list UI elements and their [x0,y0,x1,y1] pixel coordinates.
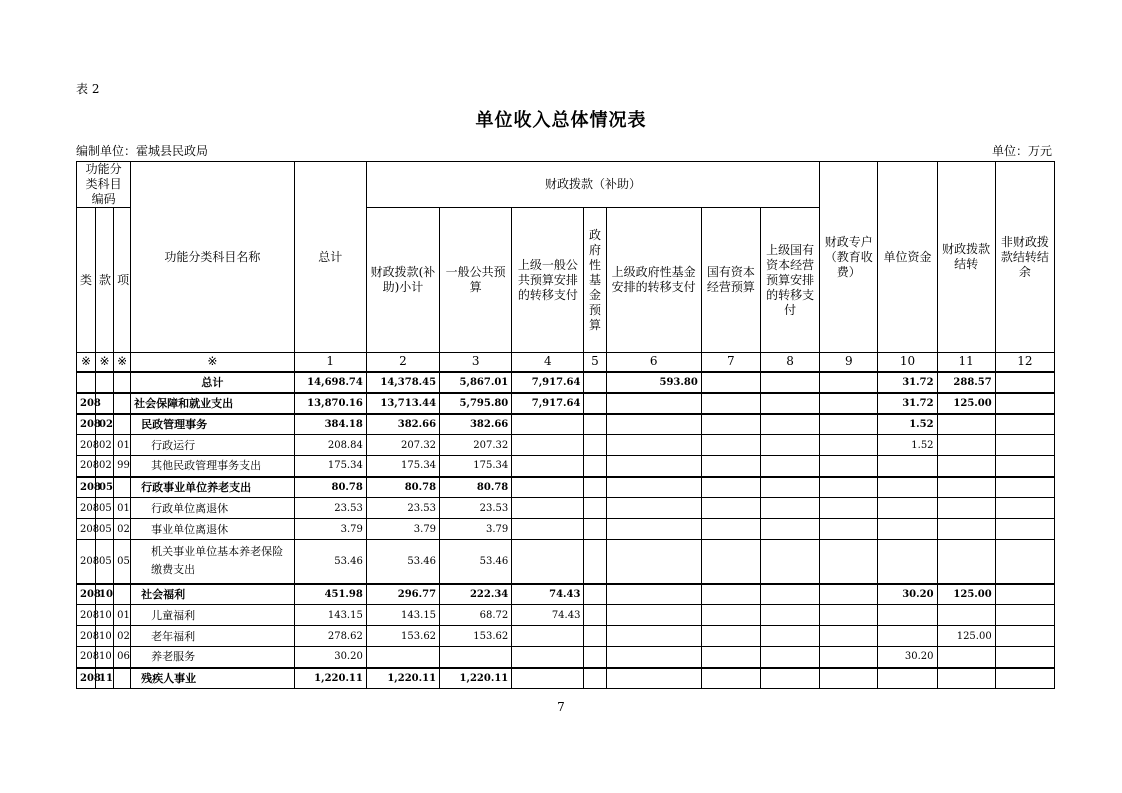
cell-state-cap [701,477,760,498]
cell-xiang: 05 [114,540,131,584]
cell-carryover [937,477,995,498]
cell-upper-state [760,435,819,456]
header-fiscal-carryover: 财政拨款结转 [937,162,995,353]
cell-non-fiscal [995,605,1054,626]
cell-upper-state [760,605,819,626]
cell-total: 80.78 [294,477,366,498]
table-row [77,647,1055,668]
cell-special [820,477,878,498]
cell-gov-fund [584,605,606,626]
cell-name: 行政事业单位养老支出 [131,477,294,498]
index-cell: ※ [131,353,294,372]
cell-general: 23.53 [440,498,512,519]
cell-special [820,626,878,647]
cell-upper-fund [606,519,701,540]
cell-special [820,647,878,668]
cell-name: 行政单位离退休 [131,498,294,519]
index-cell: ※ [77,353,96,372]
cell-unit-funds [878,626,937,647]
cell-carryover: 288.57 [937,372,995,393]
cell-state-cap [701,626,760,647]
cell-upper-general: 74.43 [512,605,584,626]
cell-subtotal: 153.62 [366,626,439,647]
cell-general: 222.34 [440,584,512,605]
cell-upper-state [760,647,819,668]
cell-lei: 208 [77,498,96,519]
cell-state-cap [701,435,760,456]
cell-kuan: 02 [96,435,114,456]
cell-special [820,668,878,689]
cell-kuan: 10 [96,647,114,668]
cell-subtotal: 80.78 [366,477,439,498]
cell-general: 3.79 [440,519,512,540]
cell-gov-fund [584,668,606,689]
header-func-name: 功能分类科目名称 [131,162,294,353]
cell-non-fiscal [995,393,1054,414]
cell-kuan: 10 [96,626,114,647]
cell-total: 1,220.11 [294,668,366,689]
cell-name: 总计 [131,372,294,393]
cell-upper-state [760,372,819,393]
header-gov-fund: 政府性基金预算 [584,208,606,353]
cell-unit-funds: 1.52 [878,414,937,435]
cell-state-cap [701,647,760,668]
table-row [77,605,1055,626]
cell-upper-state [760,477,819,498]
cell-upper-general: 74.43 [512,584,584,605]
org-label: 编制单位：霍城县民政局 [76,144,209,158]
cell-upper-general [512,477,584,498]
cell-state-cap [701,498,760,519]
cell-non-fiscal [995,477,1054,498]
cell-upper-fund [606,393,701,414]
cell-general: 80.78 [440,477,512,498]
table-row [77,393,1055,414]
cell-upper-general [512,435,584,456]
header-total: 总计 [294,162,366,353]
cell-special [820,498,878,519]
cell-upper-state [760,540,819,584]
cell-xiang: 01 [114,498,131,519]
cell-non-fiscal [995,456,1054,477]
cell-state-cap [701,456,760,477]
cell-unit-funds [878,540,937,584]
table-row [77,477,1055,498]
cell-lei: 208 [77,456,96,477]
cell-gov-fund [584,414,606,435]
cell-xiang [114,414,131,435]
cell-name: 儿童福利 [131,605,294,626]
cell-general: 1,220.11 [440,668,512,689]
cell-special [820,584,878,605]
cell-total: 208.84 [294,435,366,456]
cell-special [820,435,878,456]
cell-kuan [96,372,114,393]
cell-upper-fund [606,626,701,647]
cell-carryover [937,519,995,540]
index-row [77,353,1055,372]
cell-gov-fund [584,456,606,477]
cell-name: 社会福利 [131,584,294,605]
cell-subtotal: 1,220.11 [366,668,439,689]
cell-special [820,414,878,435]
cell-kuan: 10 [96,584,114,605]
cell-name: 行政运行 [131,435,294,456]
index-cell: 8 [760,353,819,372]
cell-gov-fund [584,584,606,605]
cell-total: 23.53 [294,498,366,519]
cell-kuan: 05 [96,540,114,584]
cell-general [440,647,512,668]
cell-xiang [114,477,131,498]
cell-upper-general [512,519,584,540]
cell-upper-fund [606,605,701,626]
cell-total: 3.79 [294,519,366,540]
cell-unit-funds: 30.20 [878,584,937,605]
index-cell: ※ [114,353,131,372]
cell-name: 其他民政管理事务支出 [131,456,294,477]
income-table [76,161,1055,689]
cell-unit-funds [878,498,937,519]
cell-xiang [114,393,131,414]
cell-subtotal: 13,713.44 [366,393,439,414]
cell-upper-fund: 593.80 [606,372,701,393]
cell-lei [77,372,96,393]
cell-subtotal: 143.15 [366,605,439,626]
cell-lei: 208 [77,393,96,414]
cell-special [820,605,878,626]
cell-upper-fund [606,477,701,498]
cell-special [820,372,878,393]
cell-carryover [937,540,995,584]
cell-total: 384.18 [294,414,366,435]
cell-name: 社会保障和就业支出 [131,393,294,414]
table-row [77,498,1055,519]
cell-total: 14,698.74 [294,372,366,393]
cell-carryover [937,647,995,668]
cell-carryover [937,498,995,519]
cell-state-cap [701,668,760,689]
index-cell: 1 [294,353,366,372]
cell-lei: 208 [77,584,96,605]
table-row [77,668,1055,689]
cell-upper-state [760,393,819,414]
cell-upper-general [512,668,584,689]
cell-subtotal: 23.53 [366,498,439,519]
cell-carryover [937,414,995,435]
cell-total: 30.20 [294,647,366,668]
header-kuan: 款 [96,208,114,353]
cell-unit-funds: 30.20 [878,647,937,668]
cell-non-fiscal [995,540,1054,584]
cell-non-fiscal [995,647,1054,668]
page-title: 单位收入总体情况表 [475,110,647,131]
cell-subtotal: 53.46 [366,540,439,584]
cell-xiang [114,668,131,689]
cell-lei: 208 [77,519,96,540]
cell-general: 207.32 [440,435,512,456]
cell-xiang: 99 [114,456,131,477]
cell-unit-funds: 31.72 [878,372,937,393]
index-cell: 6 [606,353,701,372]
header-non-fiscal-carryover: 非财政拨款结转结余 [995,162,1054,353]
cell-carryover: 125.00 [937,393,995,414]
cell-lei: 208 [77,647,96,668]
cell-subtotal [366,647,439,668]
cell-unit-funds: 1.52 [878,435,937,456]
cell-lei: 208 [77,540,96,584]
cell-gov-fund [584,372,606,393]
cell-special [820,540,878,584]
cell-upper-general [512,456,584,477]
cell-gov-fund [584,498,606,519]
cell-unit-funds [878,477,937,498]
cell-upper-fund [606,414,701,435]
cell-total: 175.34 [294,456,366,477]
cell-xiang [114,584,131,605]
header-upper-general-transfer: 上级一般公共预算安排的转移支付 [512,208,584,353]
cell-kuan: 10 [96,605,114,626]
cell-special [820,456,878,477]
cell-xiang: 02 [114,519,131,540]
cell-general: 5,867.01 [440,372,512,393]
cell-lei: 208 [77,626,96,647]
cell-xiang: 01 [114,435,131,456]
header-state-capital: 国有资本经营预算 [701,208,760,353]
table-row [77,626,1055,647]
header-fiscal-special: 财政专户（教育收费） [820,162,878,353]
cell-upper-fund [606,584,701,605]
index-cell: 9 [820,353,878,372]
cell-non-fiscal [995,668,1054,689]
cell-upper-fund [606,456,701,477]
cell-carryover [937,435,995,456]
cell-gov-fund [584,647,606,668]
cell-lei: 208 [77,668,96,689]
cell-lei: 208 [77,477,96,498]
cell-special [820,393,878,414]
cell-upper-state [760,498,819,519]
cell-upper-state [760,626,819,647]
cell-upper-state [760,668,819,689]
cell-lei: 208 [77,414,96,435]
cell-kuan: 02 [96,456,114,477]
unit-label: 单位：万元 [991,144,1052,158]
cell-name: 事业单位离退休 [131,519,294,540]
table-tag: 表 2 [76,82,100,96]
cell-xiang: 01 [114,605,131,626]
cell-non-fiscal [995,498,1054,519]
cell-kuan: 05 [96,519,114,540]
cell-gov-fund [584,540,606,584]
table-row [77,435,1055,456]
cell-gov-fund [584,435,606,456]
cell-carryover [937,456,995,477]
index-cell: 10 [878,353,937,372]
cell-general: 382.66 [440,414,512,435]
cell-gov-fund [584,519,606,540]
cell-upper-general [512,540,584,584]
cell-kuan: 02 [96,414,114,435]
cell-non-fiscal [995,372,1054,393]
cell-total: 451.98 [294,584,366,605]
cell-general: 153.62 [440,626,512,647]
cell-state-cap [701,393,760,414]
cell-kuan: 11 [96,668,114,689]
table-row [77,414,1055,435]
cell-non-fiscal [995,435,1054,456]
cell-upper-state [760,456,819,477]
header-upper-fund-transfer: 上级政府性基金安排的转移支付 [606,208,701,353]
cell-state-cap [701,519,760,540]
cell-xiang: 06 [114,647,131,668]
index-cell: 4 [512,353,584,372]
cell-subtotal: 175.34 [366,456,439,477]
cell-upper-fund [606,435,701,456]
cell-state-cap [701,584,760,605]
table-row [77,584,1055,605]
cell-total: 53.46 [294,540,366,584]
cell-state-cap [701,372,760,393]
cell-non-fiscal [995,584,1054,605]
cell-state-cap [701,605,760,626]
cell-subtotal: 3.79 [366,519,439,540]
cell-upper-state [760,584,819,605]
header-general-budget: 一般公共预算 [440,208,512,353]
cell-upper-state [760,519,819,540]
index-cell: 11 [937,353,995,372]
header-unit-funds: 单位资金 [878,162,937,353]
page-number: 7 [557,700,565,714]
cell-kuan: 05 [96,477,114,498]
table-row [77,519,1055,540]
cell-general: 68.72 [440,605,512,626]
cell-name: 养老服务 [131,647,294,668]
cell-subtotal: 14,378.45 [366,372,439,393]
cell-gov-fund [584,393,606,414]
table-row [77,540,1055,584]
cell-lei: 208 [77,605,96,626]
cell-subtotal: 382.66 [366,414,439,435]
cell-upper-state [760,414,819,435]
cell-gov-fund [584,477,606,498]
cell-non-fiscal [995,519,1054,540]
cell-lei: 208 [77,435,96,456]
index-cell: 12 [995,353,1054,372]
cell-xiang: 02 [114,626,131,647]
cell-unit-funds [878,668,937,689]
cell-total: 143.15 [294,605,366,626]
cell-unit-funds [878,456,937,477]
cell-name: 民政管理事务 [131,414,294,435]
index-cell: 7 [701,353,760,372]
cell-non-fiscal [995,626,1054,647]
cell-state-cap [701,414,760,435]
cell-unit-funds [878,519,937,540]
cell-subtotal: 207.32 [366,435,439,456]
cell-total: 278.62 [294,626,366,647]
cell-general: 175.34 [440,456,512,477]
cell-upper-general: 7,917.64 [512,372,584,393]
cell-upper-general [512,414,584,435]
cell-carryover: 125.00 [937,626,995,647]
cell-non-fiscal [995,414,1054,435]
cell-kuan: 05 [96,498,114,519]
header-xiang: 项 [114,208,131,353]
cell-upper-general: 7,917.64 [512,393,584,414]
cell-carryover: 125.00 [937,584,995,605]
header-upper-state-capital: 上级国有资本经营预算安排的转移支付 [760,208,819,353]
cell-carryover [937,668,995,689]
cell-gov-fund [584,626,606,647]
cell-state-cap [701,540,760,584]
table-row-total [77,372,1055,393]
cell-upper-fund [606,647,701,668]
cell-upper-general [512,626,584,647]
cell-xiang [114,372,131,393]
cell-upper-general [512,647,584,668]
index-cell: 3 [440,353,512,372]
index-cell: ※ [96,353,114,372]
header-fiscal-group: 财政拨款（补助） [366,162,819,208]
cell-upper-fund [606,498,701,519]
index-cell: 5 [584,353,606,372]
cell-name: 机关事业单位基本养老保险缴费支出 [131,540,294,584]
cell-upper-fund [606,540,701,584]
cell-general: 53.46 [440,540,512,584]
header-lei: 类 [77,208,96,353]
header-func-code: 功能分类科目编码 [77,162,131,208]
index-cell: 2 [366,353,439,372]
table-row [77,456,1055,477]
cell-general: 5,795.80 [440,393,512,414]
cell-carryover [937,605,995,626]
cell-special [820,519,878,540]
cell-unit-funds [878,605,937,626]
header-fiscal-subtotal: 财政拨款(补助)小计 [366,208,439,353]
cell-name: 残疾人事业 [131,668,294,689]
cell-upper-general [512,498,584,519]
cell-upper-fund [606,668,701,689]
cell-subtotal: 296.77 [366,584,439,605]
cell-name: 老年福利 [131,626,294,647]
cell-unit-funds: 31.72 [878,393,937,414]
cell-total: 13,870.16 [294,393,366,414]
